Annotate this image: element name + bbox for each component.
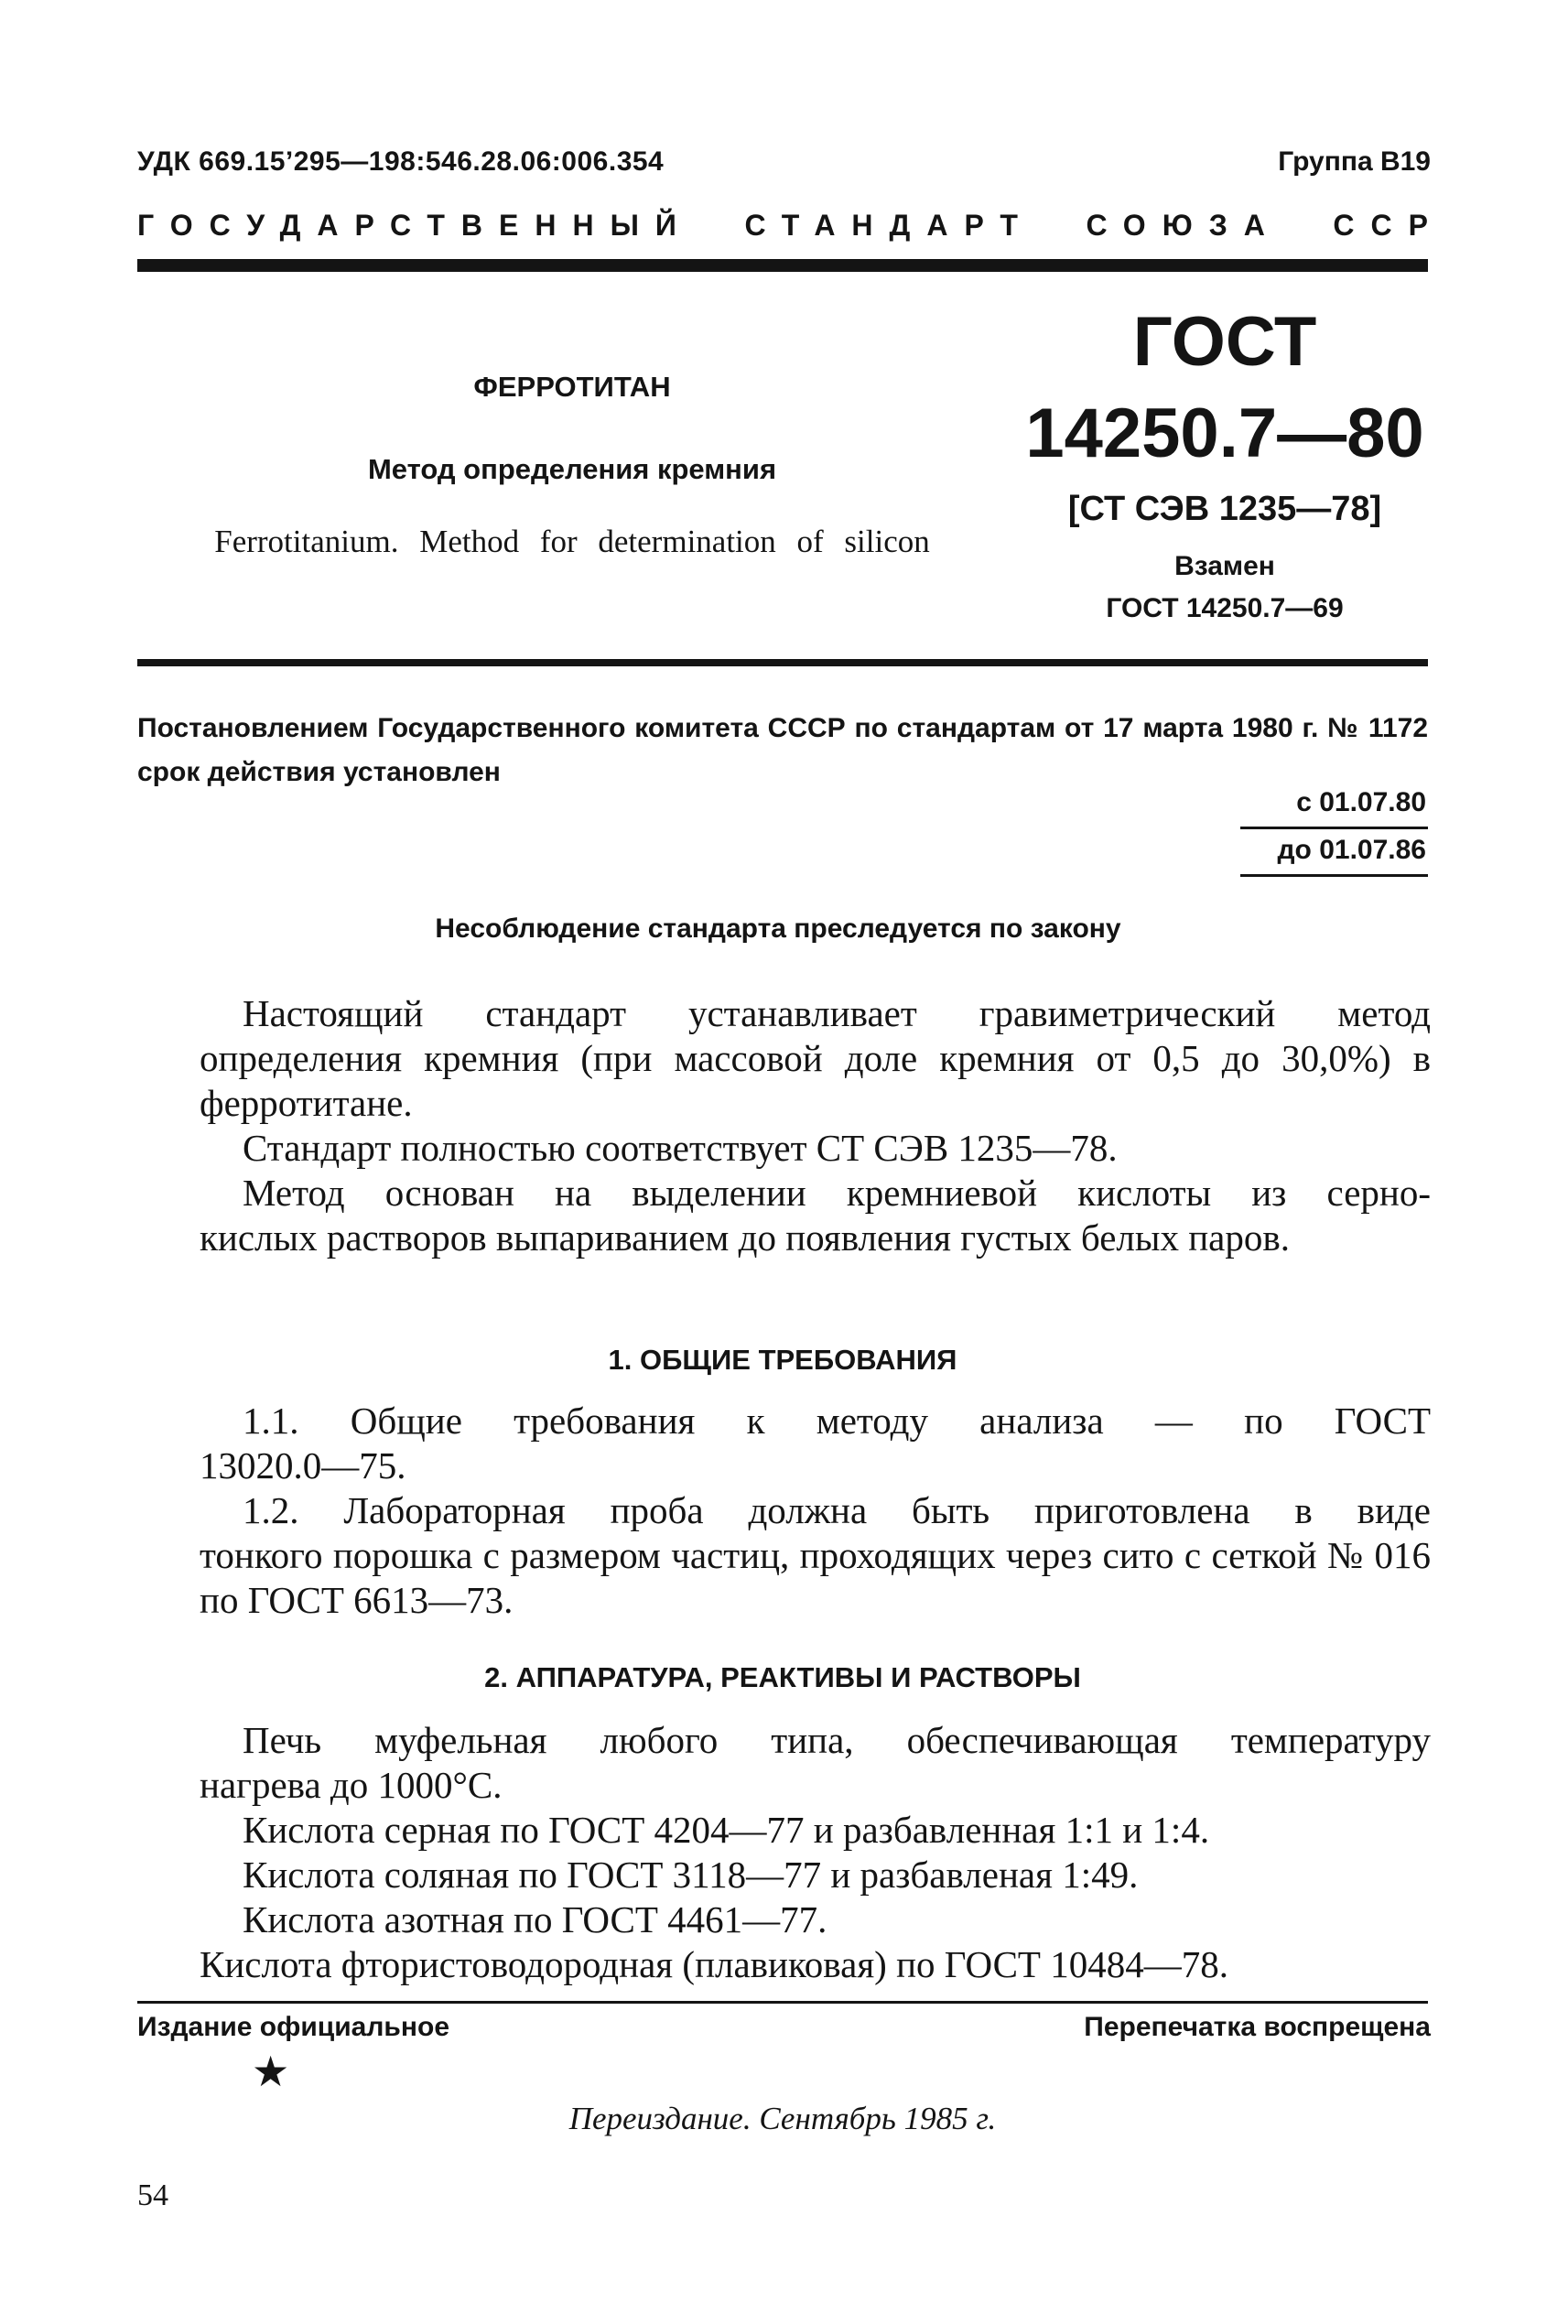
document-title-english: Ferrotitanium. Method for determination of silicon <box>214 524 930 559</box>
clause-line: 1.2. Лабораторная проба должна быть приготовлена в виде <box>243 1489 1431 1531</box>
st-sev-reference: [СТ СЭВ 1235—78] <box>1067 490 1382 528</box>
state-standard-banner <box>137 209 1444 243</box>
udk-code: УДК 669.15’295—198:546.28.06:006.354 <box>137 146 665 177</box>
validity-rule <box>1240 874 1428 877</box>
validity-to: до 01.07.86 <box>1277 835 1426 865</box>
intro-paragraph: Стандарт полностью соответствует СТ СЭВ 1235—78. <box>243 1127 1118 1169</box>
reprint-ban-label: Перепечатка воспрещена <box>1084 2012 1431 2042</box>
reissue-note: Переиздание. Сентябрь 1985 г. <box>568 2101 997 2136</box>
clause-line: 1.1. Общие требования к методу анализа — по ГОСТ <box>243 1400 1431 1442</box>
apparatus-item: нагрева до 1000°С. <box>200 1764 503 1806</box>
group-code: Группа В19 <box>1278 146 1431 177</box>
banner-word: ССР <box>1333 209 1444 242</box>
gost-label: ГОСТ <box>1132 303 1317 381</box>
banner-word: ГОСУДАРСТВЕННЫЙ <box>137 209 693 242</box>
section-heading: 2. АППАРАТУРА, РЕАКТИВЫ И РАСТВОРЫ <box>484 1661 1081 1693</box>
intro-paragraph: кислых растворов выпариванием до появления густых белых паров. <box>200 1216 1290 1259</box>
banner-word: СОЮЗА <box>1086 209 1281 242</box>
replaces-label: Взамен <box>1174 551 1275 581</box>
clause-text: 13020.0—75. <box>200 1444 406 1486</box>
section-heading: 1. ОБЩИЕ ТРЕБОВАНИЯ <box>608 1344 957 1376</box>
decree-text: Постановлением Государственного комитета СССР по стандартам от 17 марта 1980 г. № 1172 срок действия установлен <box>137 713 1428 787</box>
document-subtitle: Метод определения кремния <box>367 453 777 485</box>
validity-from: с 01.07.80 <box>1296 787 1426 817</box>
document-title: ФЕРРОТИТАН <box>473 371 671 403</box>
gost-number: 14250.7—80 <box>1025 395 1424 472</box>
clause-text: тонкого порошка с размером частиц, проходящих через сито с сеткой № 016 по ГОСТ 6613—73. <box>200 1534 1431 1621</box>
apparatus-item-line: Печь муфельная любого типа, обеспечивающая температуру <box>243 1719 1431 1761</box>
page-number: 54 <box>137 2178 168 2212</box>
validity-rule <box>1240 827 1428 829</box>
banner-word: СТАНДАРТ <box>744 209 1034 242</box>
intro-paragraph-line: Настоящий стандарт устанавливает гравиметрический метод <box>243 992 1431 1034</box>
star-icon: ★ <box>252 2048 290 2095</box>
intro-paragraph: определения кремния (при массовой доле кремния от 0,5 до 30,0%) в ферротитане. <box>200 1037 1431 1124</box>
reagent-item: Кислота соляная по ГОСТ 3118—77 и разбавленая 1:49. <box>243 1854 1139 1896</box>
intro-paragraph-line: Метод основан на выделении кремниевой кислоты из серно- <box>243 1172 1431 1214</box>
reagent-item: Кислота азотная по ГОСТ 4461—77. <box>243 1898 827 1940</box>
reagent-item: Кислота серная по ГОСТ 4204—77 и разбавленная 1:1 и 1:4. <box>243 1809 1210 1851</box>
edition-label: Издание официальное <box>137 2012 450 2042</box>
footer-rule <box>137 2001 1428 2004</box>
replaced-standard: ГОСТ 14250.7—69 <box>1106 593 1344 623</box>
title-block-rule <box>137 659 1428 666</box>
header-thick-rule <box>137 259 1428 272</box>
reagent-item: Кислота фтористоводородная (плавиковая) по ГОСТ 10484—78. <box>200 1943 1228 1985</box>
legal-notice: Несоблюдение стандарта преследуется по закону <box>435 913 1121 944</box>
